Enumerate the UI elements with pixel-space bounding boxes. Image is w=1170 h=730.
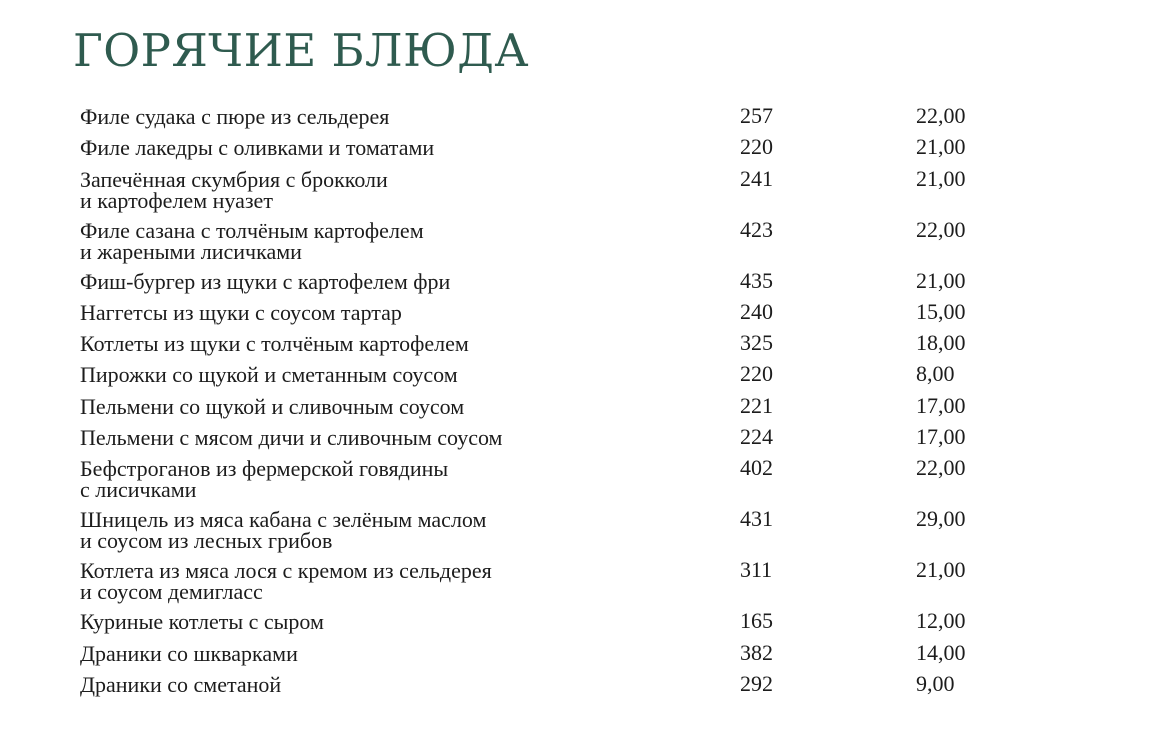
dish-weight: 435 — [740, 267, 773, 293]
dish-name-line: Бефстроганов из фермерской говядины — [80, 456, 449, 482]
dish-name — [80, 422, 700, 451]
menu-item — [80, 359, 1080, 390]
dish-name — [80, 359, 700, 388]
dish-price: 18,00 — [916, 330, 966, 356]
menu-list — [80, 101, 1080, 700]
menu-item — [80, 101, 1080, 132]
dish-weight: 221 — [740, 392, 773, 418]
menu-item — [80, 391, 1080, 422]
dish-price: 22,00 — [916, 103, 966, 128]
dish-weight: 292 — [740, 670, 773, 696]
dish-price: 22,00 — [916, 455, 966, 481]
dish-name-line: Котлета из мяса лося с кремом из сельдерея — [80, 558, 492, 584]
dish-weight: 257 — [740, 103, 773, 128]
dish-name — [80, 297, 700, 323]
menu-item — [80, 164, 1080, 215]
dish-price: 17,00 — [916, 424, 966, 450]
menu-item — [80, 669, 1080, 700]
menu-item — [80, 297, 1080, 328]
dish-weight: 423 — [740, 216, 773, 242]
menu-item — [80, 555, 1080, 606]
dish-name — [80, 638, 700, 664]
menu-item — [80, 453, 1080, 504]
dish-weight: 241 — [740, 165, 773, 191]
dish-name-line: Шницель из мяса кабана с зелёным маслом — [80, 507, 487, 533]
dish-name-line: и жареными лисичками — [80, 238, 302, 264]
dish-price: 8,00 — [916, 361, 955, 387]
dish-name-line: Наггетсы из щуки с соусом тартар — [80, 299, 402, 325]
dish-price: 17,00 — [916, 392, 966, 418]
dish-weight: 224 — [740, 424, 773, 450]
dish-price: 21,00 — [916, 165, 966, 191]
dish-name-line: Фиш-бургер из щуки с картофелем фри — [80, 268, 451, 294]
dish-weight: 311 — [740, 557, 773, 583]
dish-price: 21,00 — [916, 267, 966, 293]
dish-name-line: Пельмени с мясом дичи и сливочным соусом — [80, 425, 503, 451]
dish-price: 29,00 — [916, 506, 966, 532]
dish-weight: 402 — [740, 455, 773, 481]
dish-weight: 325 — [740, 330, 773, 356]
dish-name-line: Куриные котлеты с сыром — [80, 609, 324, 635]
dish-weight: 431 — [740, 506, 773, 532]
dish-name — [80, 504, 700, 554]
dish-name-line: Филе судака с пюре из сельдерея — [80, 104, 390, 129]
menu-item — [80, 266, 1080, 297]
dish-name — [80, 453, 700, 503]
menu-item — [80, 638, 1080, 669]
dish-price: 12,00 — [916, 608, 966, 634]
dish-weight: 382 — [740, 639, 773, 665]
dish-weight: 220 — [740, 361, 773, 387]
dish-name — [80, 215, 700, 262]
menu-item — [80, 422, 1080, 453]
dish-weight: 240 — [740, 298, 773, 324]
dish-name — [80, 606, 700, 635]
dish-name-line: и картофелем нуазет — [80, 187, 273, 213]
dish-price: 22,00 — [916, 216, 966, 242]
dish-name-line: Запечённая скумбрия с брокколи — [80, 166, 388, 192]
dish-name — [80, 164, 700, 211]
dish-name-line: Драники со шкварками — [80, 640, 298, 666]
dish-name-line: Филе лакедры с оливками и томатами — [80, 135, 435, 161]
dish-price: 15,00 — [916, 298, 966, 324]
menu-item — [80, 215, 1080, 266]
dish-name-line: Филе сазана с толчёным картофелем — [80, 217, 424, 243]
menu-item — [80, 328, 1080, 359]
dish-name-line: Пельмени со щукой и сливочным соусом — [80, 393, 465, 419]
dish-name — [80, 101, 700, 127]
dish-name-line: Пирожки со щукой и сметанным соусом — [80, 362, 458, 388]
dish-name-line: Котлеты из щуки с толчёным картофелем — [80, 331, 469, 357]
dish-price: 14,00 — [916, 639, 966, 665]
dish-name-line: и соусом из лесных грибов — [80, 528, 333, 554]
menu-item — [80, 132, 1080, 163]
dish-price: 21,00 — [916, 557, 966, 583]
dish-name-line: Драники со сметаной — [80, 671, 282, 697]
menu-item — [80, 606, 1080, 637]
dish-name — [80, 391, 700, 417]
menu-item — [80, 504, 1080, 555]
dish-price: 9,00 — [916, 670, 955, 696]
dish-weight: 165 — [740, 608, 773, 634]
dish-name — [80, 669, 700, 695]
dish-name — [80, 132, 700, 161]
dish-weight: 220 — [740, 134, 773, 160]
dish-name — [80, 555, 700, 605]
dish-name-line: с лисичками — [80, 477, 197, 503]
dish-name — [80, 266, 700, 292]
dish-price: 21,00 — [916, 134, 966, 160]
dish-name-line: и соусом демигласс — [80, 579, 263, 605]
section-title: ГОРЯЧИЕ БЛЮДА — [73, 24, 529, 77]
dish-name — [80, 328, 700, 357]
